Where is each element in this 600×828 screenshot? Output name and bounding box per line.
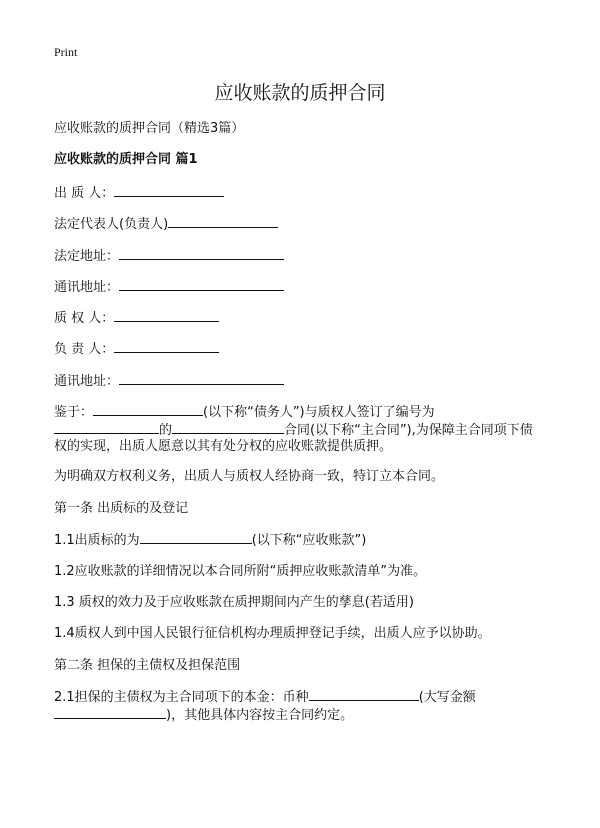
print-link[interactable]: Print <box>54 45 78 59</box>
field-label: 通讯地址： <box>54 374 120 389</box>
clause-2-1-line-2 <box>54 705 353 726</box>
recital-text: 鉴于： <box>54 405 94 420</box>
blank-line <box>168 214 278 228</box>
page-title: 应收账款的质押合同 <box>214 82 386 104</box>
clause-text: )，其他具体内容按主合同约定。 <box>166 708 354 723</box>
field-legal-address <box>54 246 284 267</box>
section-heading: 应收账款的质押合同 篇1 <box>54 152 198 167</box>
clause-text: (大写金额 <box>418 690 476 705</box>
purpose-paragraph: 为明确双方权利义务，出质人与质权人经协商一致，特订立本合同。 <box>54 469 445 484</box>
field-pledgor <box>54 183 224 204</box>
blank-line <box>140 530 252 544</box>
article-1-heading: 第一条 出质标的及登记 <box>54 501 189 516</box>
document-subtitle: 应收账款的质押合同（精选3篇） <box>54 121 245 136</box>
blank-line <box>54 705 166 719</box>
blank-line <box>54 420 159 434</box>
clause-text: (以下称“应收账款”) <box>251 533 367 548</box>
blank-line <box>119 246 284 260</box>
blank-line <box>119 277 284 291</box>
field-label: 负 责 人： <box>54 342 115 357</box>
field-label: 法定代表人(负责人) <box>54 217 169 232</box>
recital-text: (以下称“债务人”)与质权人签订了编号为 <box>203 405 435 420</box>
field-comm-address-2 <box>54 371 284 392</box>
blank-line <box>309 687 419 701</box>
field-legal-rep <box>54 214 278 235</box>
blank-line <box>114 183 224 197</box>
recital-text: 合同(以下称“主合同”),为保障主合同项下债 <box>284 423 533 438</box>
clause-1-4: 1.4质权人到中国人民银行征信机构办理质押登记手续，出质人应予以协助。 <box>54 626 491 641</box>
clause-1-3: 1.3 质权的效力及于应收账款在质押期间内产生的孳息(若适用) <box>54 595 414 610</box>
field-label: 通讯地址： <box>54 280 120 295</box>
recital-line-3: 权的实现，出质人愿意以其有处分权的应收账款提供质押。 <box>54 439 393 454</box>
article-2-heading: 第二条 担保的主债权及担保范围 <box>54 658 241 673</box>
recital-text: 的 <box>159 423 173 438</box>
blank-line <box>114 339 219 353</box>
blank-line <box>114 308 219 322</box>
field-label: 质 权 人： <box>54 311 115 326</box>
blank-line <box>119 371 284 385</box>
blank-line <box>93 402 203 416</box>
clause-1-2: 1.2应收账款的详细情况以本合同所附“质押应收账款清单”为准。 <box>54 564 427 579</box>
field-pledgee <box>54 308 219 329</box>
clause-text: 2.1担保的主债权为主合同项下的本金：币种 <box>54 690 309 705</box>
clause-text: 1.1出质标的为 <box>54 533 140 548</box>
clause-1-1 <box>54 530 366 551</box>
field-comm-address <box>54 277 284 298</box>
blank-line <box>172 420 284 434</box>
field-person-in-charge <box>54 339 219 360</box>
field-label: 出 质 人： <box>54 186 115 201</box>
field-label: 法定地址： <box>54 249 120 264</box>
